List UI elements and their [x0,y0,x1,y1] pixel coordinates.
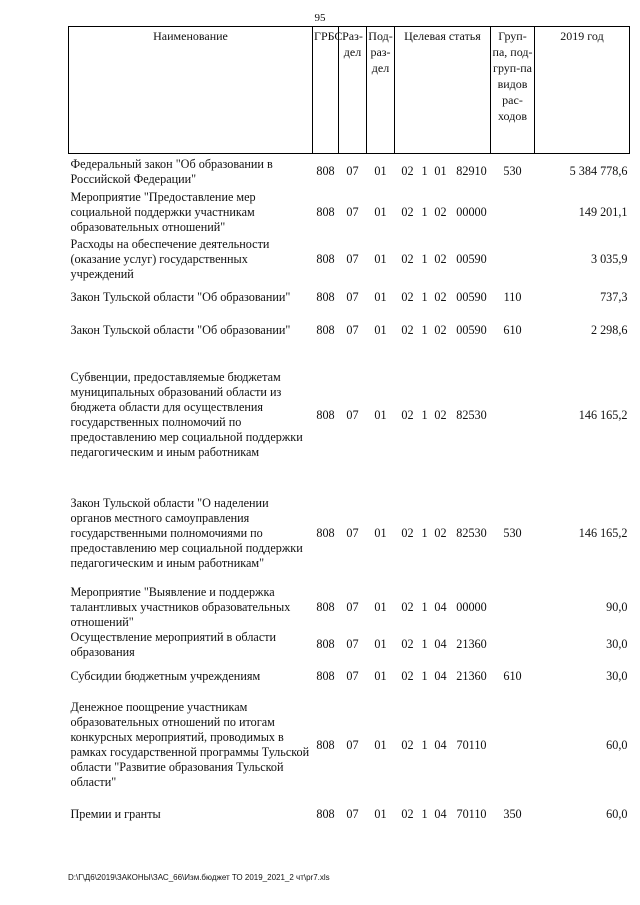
row-expense-group [491,190,535,235]
target-article-part: 82910 [456,164,487,179]
target-article-part: 1 [421,204,428,219]
target-article-part: 02 [401,322,414,337]
row-target-article [395,660,491,694]
target-article-part: 02 [401,251,414,266]
row-sum-2019: 2 298,6 [590,322,628,337]
row-razdel: 07 [346,525,359,540]
header-grbs: ГРБС [313,27,339,154]
row-podrazdel: 01 [374,407,387,422]
row-sum-2019: 737,3 [600,290,628,304]
row-grbs: 808 [316,290,335,304]
table-row [69,630,630,660]
target-article-part: 1 [421,599,428,614]
target-article-part: 02 [401,807,414,821]
target-article-part: 02 [401,737,414,752]
header-name: Наименование [69,27,313,154]
target-article-part: 00590 [456,251,487,266]
row-target-article [395,154,491,190]
table-row [69,585,630,630]
target-article-part: 02 [401,669,414,683]
row-sum-2019: 149 201,1 [578,204,628,219]
row-podrazdel: 01 [374,164,387,179]
target-article-part: 00000 [456,204,487,219]
row-expense-group: 530 [503,164,522,179]
row-expense-group [491,694,535,797]
row-sum-2019: 146 165,2 [578,407,628,422]
target-article-part: 21360 [456,637,487,651]
target-article-part: 02 [401,599,414,614]
row-name: Закон Тульской области "Об образовании" [70,290,291,304]
row-target-article [395,235,491,284]
row-expense-group [491,630,535,660]
row-sum-2019: 146 165,2 [578,525,628,540]
table-row [69,482,630,585]
row-name: Федеральный закон "Об образовании в Российской Федерации" [70,156,273,186]
row-target-article [395,585,491,630]
row-grbs: 808 [316,407,335,422]
table-row [69,660,630,694]
row-name: Премии и гранты [70,807,161,821]
header-razdel: Раз-дел [339,27,367,154]
header-year-2019: 2019 год [535,27,630,154]
row-target-article [395,797,491,833]
row-razdel: 07 [346,251,359,266]
row-razdel: 07 [346,290,359,304]
target-article-part: 1 [421,525,428,540]
target-article-part: 02 [401,164,414,179]
target-article-part: 70110 [456,807,487,821]
row-name: Закон Тульской области "О наделении органов местного самоуправления государственными полномочиями по предоставлению мер социальной поддержки педагогическим и иным работникам" [70,495,303,570]
row-name: Субсидии бюджетным учреждениям [70,669,261,683]
row-razdel: 07 [346,637,359,651]
row-expense-group [491,235,535,284]
table-body [69,154,630,833]
target-article-part: 04 [434,599,447,614]
table-header-row [69,27,630,154]
target-article-part: 02 [434,407,447,422]
table-row [69,190,630,235]
row-grbs: 808 [316,669,335,683]
row-grbs: 808 [316,637,335,651]
row-name: Мероприятие "Предоставление мер социальной поддержки участникам образовательных отношений" [70,189,256,234]
row-name: Мероприятие "Выявление и поддержка талантливых участников образовательных отношений" [70,584,291,629]
target-article-part: 00000 [456,599,487,614]
header-expense-group: Груп-па, под-груп-па видов рас-ходов [491,27,535,154]
row-grbs: 808 [316,525,335,540]
target-article-part: 02 [401,525,414,540]
row-podrazdel: 01 [374,669,387,683]
target-article-part: 02 [434,322,447,337]
target-article-part: 00590 [456,290,487,304]
target-article-part: 00590 [456,322,487,337]
row-podrazdel: 01 [374,637,387,651]
target-article-part: 02 [401,204,414,219]
row-razdel: 07 [346,599,359,614]
row-expense-group: 110 [503,290,522,304]
row-sum-2019: 5 384 778,6 [569,164,628,179]
row-expense-group: 610 [503,669,522,683]
row-target-article [395,482,491,585]
row-expense-group: 530 [503,525,522,540]
row-name: Денежное поощрение участникам образовательных отношений по итогам конкурсных мероприятий, проводимых в рамках государственной программы Тульской области "Развитие образования Тульской области" [70,700,310,789]
row-target-article [395,349,491,482]
row-razdel: 07 [346,737,359,752]
row-podrazdel: 01 [374,737,387,752]
target-article-part: 04 [434,807,447,821]
row-podrazdel: 01 [374,290,387,304]
row-podrazdel: 01 [374,204,387,219]
target-article-part: 1 [421,251,428,266]
header-target-article: Целевая статья [395,27,491,154]
row-sum-2019: 90,0 [606,599,628,614]
row-name: Расходы на обеспечение деятельности (оказание услуг) государственных учреждений [70,236,270,281]
page-number: 95 [314,12,326,24]
target-article-part: 04 [434,669,447,683]
table-row [69,694,630,797]
row-sum-2019: 60,0 [606,807,628,821]
target-article-part: 04 [434,737,447,752]
target-article-part: 1 [421,807,428,821]
row-grbs: 808 [316,807,335,821]
row-name: Осуществление мероприятий в области образования [70,629,277,659]
row-sum-2019: 3 035,9 [590,251,628,266]
target-article-part: 1 [421,290,428,304]
target-article-part: 04 [434,637,447,651]
target-article-part: 02 [434,251,447,266]
row-razdel: 07 [346,669,359,683]
target-article-part: 82530 [456,407,487,422]
table-row [69,154,630,190]
row-grbs: 808 [316,204,335,219]
header-podrazdel: Под-раз-дел [367,27,395,154]
target-article-part: 70110 [456,737,487,752]
row-expense-group: 350 [503,807,522,821]
target-article-part: 02 [401,290,414,304]
target-article-part: 02 [434,204,447,219]
budget-table [68,26,630,833]
row-grbs: 808 [316,251,335,266]
target-article-part: 01 [434,164,447,179]
target-article-part: 1 [421,407,428,422]
row-sum-2019: 60,0 [606,737,628,752]
row-razdel: 07 [346,164,359,179]
row-target-article [395,630,491,660]
target-article-part: 1 [421,322,428,337]
row-razdel: 07 [346,204,359,219]
row-razdel: 07 [346,807,359,821]
row-grbs: 808 [316,164,335,179]
table-row [69,284,630,312]
row-target-article [395,694,491,797]
target-article-part: 1 [421,669,428,683]
target-article-part: 02 [434,290,447,304]
row-grbs: 808 [316,322,335,337]
row-target-article [395,312,491,349]
table-row [69,797,630,833]
row-podrazdel: 01 [374,807,387,821]
file-path-footer: D:\Г\Д6\2019\ЗАКОНЫ\ЗАС_66\Изм.бюджет ТО 2019_2021_2 чт\pr7.xls [68,873,330,882]
row-razdel: 07 [346,322,359,337]
row-podrazdel: 01 [374,599,387,614]
row-sum-2019: 30,0 [606,669,628,683]
row-expense-group [491,585,535,630]
table-row [69,235,630,284]
row-name: Субвенции, предоставляемые бюджетам муниципальных образований области из бюджета области для осуществления государственных полномочий по предоставлению мер социальной поддержки педагогическим и иным работникам [70,370,303,459]
row-grbs: 808 [316,737,335,752]
target-article-part: 21360 [456,669,487,683]
row-name: Закон Тульской области "Об образовании" [70,322,291,337]
target-article-part: 02 [401,407,414,422]
row-podrazdel: 01 [374,525,387,540]
target-article-part: 02 [434,525,447,540]
target-article-part: 1 [421,637,428,651]
row-target-article [395,190,491,235]
target-article-part: 02 [401,637,414,651]
table-row [69,312,630,349]
target-article-part: 82530 [456,525,487,540]
row-podrazdel: 01 [374,322,387,337]
row-target-article [395,284,491,312]
row-podrazdel: 01 [374,251,387,266]
row-expense-group [491,349,535,482]
target-article-part: 1 [421,164,428,179]
row-expense-group: 610 [503,322,522,337]
table-row [69,349,630,482]
row-grbs: 808 [316,599,335,614]
row-razdel: 07 [346,407,359,422]
row-sum-2019: 30,0 [606,637,628,651]
target-article-part: 1 [421,737,428,752]
